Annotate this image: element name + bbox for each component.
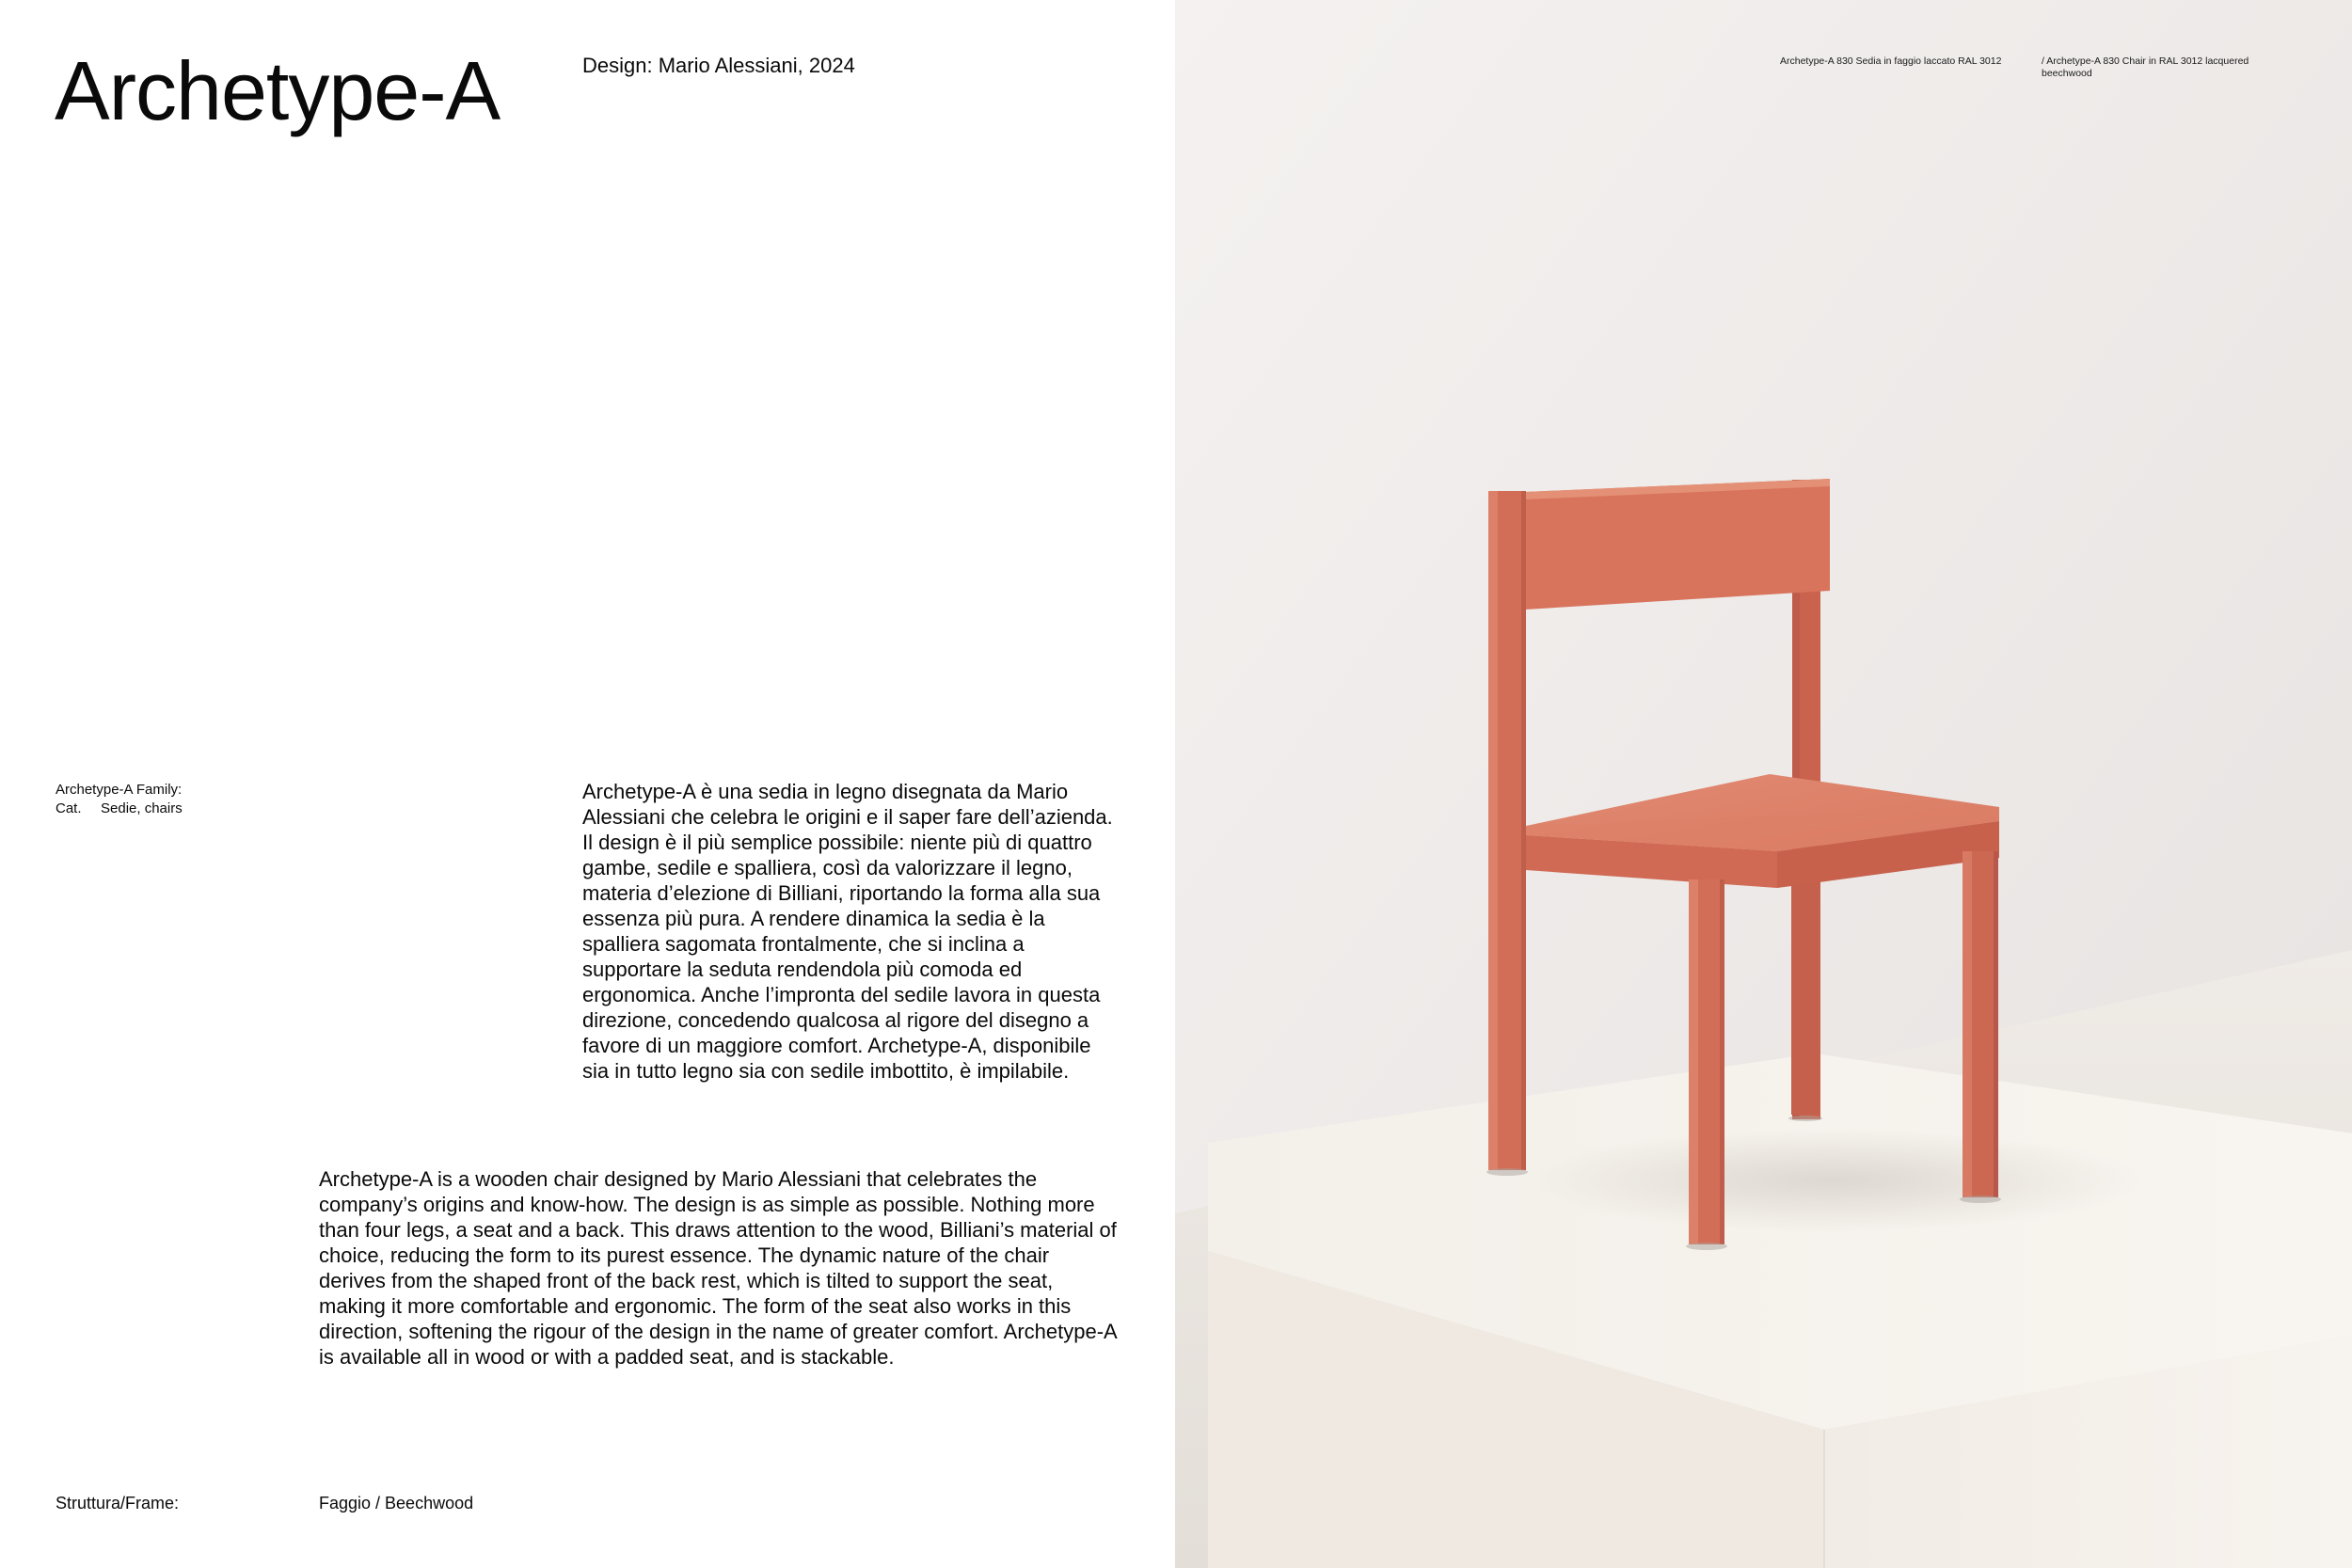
description-english: Archetype-A is a wooden chair designed by Mario Alessiani that celebrates the company’s origins and know-how. The design is as simple as possible. Nothing more than four legs, a seat and a back. This draws attention to the wood, Billiani’s material of choice, reducing the form to its purest essence. The dynamic nature of the chair derives from the shaped front of the back rest, which is tilted to support the seat, making it more comfortable and ergonomic. The form of the seat also works in this direction, softening the rigour of the design in the name of greater comfort. Archetype-A is available all in wood or with a padded seat, and is stackable.: [319, 1167, 1117, 1369]
product-meta: [56, 781, 183, 817]
category-value: Sedie, chairs: [101, 800, 183, 816]
frame-spec-label: Struttura/Frame:: [56, 1494, 180, 1513]
back-rest: [1525, 479, 1830, 610]
product-title: Archetype-A: [55, 44, 501, 137]
category-line: [56, 800, 183, 818]
chair-shadow: [1523, 1129, 2144, 1232]
photo-caption-english: / Archetype-A 830 Chair in RAL 3012 lacquered beechwood: [2042, 55, 2249, 80]
design-credit: Design: Mario Alessiani, 2024: [582, 54, 855, 77]
category-label: Cat.: [56, 800, 82, 816]
description-italian: Archetype-A è una sedia in legno disegnata da Mario Alessiani che celebra le origini e il saper fare dell’azienda. Il design è il più semplice possibile: niente più di quattro gambe, sedile e spalliera, così da valorizzare il legno, materia d’elezione di Billiani, riportando la forma alla sua essenza più pura. A rendere dinamica la sedia è la spalliera sagomata frontalmente, che si inclina a supportare la seduta rendendola più comoda ed ergonomica. Anche l’impronta del sedile lavora in questa direzione, concedendo qualcosa al rigore del disegno a favore di un maggiore comfort. Archetype-A, disponibile sia in tutto legno sia con sedile imbottito, è impilabile.: [582, 780, 1113, 1083]
text-page: [0, 0, 1175, 1568]
photo-page: [1175, 0, 2352, 1568]
frame-spec-value: Faggio / Beechwood: [319, 1494, 474, 1513]
photo-caption-italian: Archetype-A 830 Sedia in faggio laccato RAL 3012: [1780, 55, 2002, 67]
chair-photo: [1175, 0, 2352, 1568]
family-label: Archetype-A Family:: [56, 782, 183, 798]
